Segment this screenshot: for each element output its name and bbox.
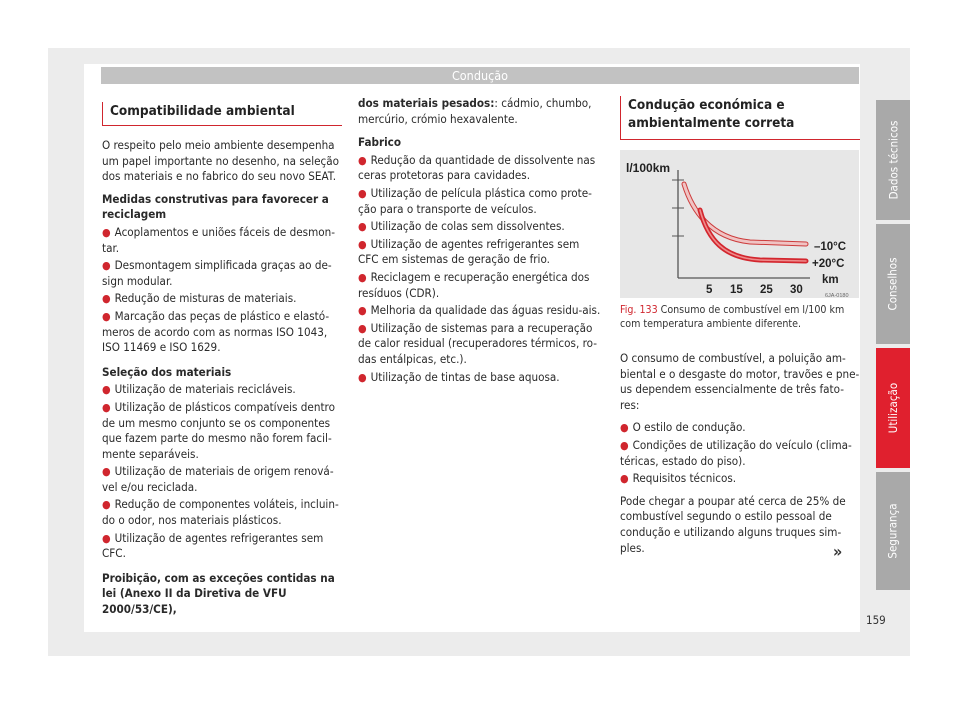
list-item: ● Desmontagem simplificada graças ao de-sign modular.	[102, 258, 332, 288]
figure-code: 6JA-0180	[825, 293, 849, 298]
recycling-list	[102, 225, 342, 356]
bullet-icon: ●	[358, 321, 367, 335]
bullet-icon: ●	[358, 153, 367, 167]
section-title-environment: Compatibilidade ambiental	[102, 102, 342, 126]
bullet-icon: ●	[102, 383, 111, 397]
bullet-icon: ●	[102, 259, 111, 273]
intro-paragraph: O respeito pelo meio ambiente desempenha um papel importante no desenho, na seleção dos materiais e no fabrico do seu novo SEAT.	[102, 138, 340, 184]
bullet-icon: ●	[358, 270, 367, 284]
bullet-icon: ●	[102, 465, 111, 479]
bullet-icon: ●	[358, 370, 367, 384]
bullet-icon: ●	[358, 220, 367, 234]
curve-plus20-highlight	[700, 210, 806, 261]
bullet-icon: ●	[620, 438, 629, 452]
list-item: ● Utilização de materiais recicláveis.	[102, 382, 296, 397]
bullet-icon: ●	[102, 309, 111, 323]
list-item: ● Utilização de agentes refrigerantes sem CFC em sistemas de geração de frio.	[358, 236, 580, 267]
bullet-icon: ●	[358, 186, 367, 200]
list-item: ● Melhoria da qualidade das águas residu-ais.	[358, 303, 601, 318]
tab-dados-tecnicos[interactable]: Dados técnicos	[876, 100, 910, 220]
fuel-consumption-diagram	[620, 150, 859, 298]
bullet-icon: ●	[620, 472, 629, 486]
bullet-icon: ●	[102, 292, 111, 306]
materials-list	[102, 382, 342, 562]
list-item: ● Reciclagem e recuperação energética dos resíduos (CDR).	[358, 269, 590, 300]
series-label-plus20: +20°C	[812, 258, 845, 270]
bullet-icon: ●	[358, 304, 367, 318]
tab-conselhos[interactable]: Conselhos	[876, 224, 910, 344]
list-item: ● Utilização de materiais de origem renová-vel e/ou reciclada.	[102, 464, 334, 494]
column-1	[102, 96, 342, 620]
manufacturing-list	[358, 153, 602, 385]
list-item: ● Redução da quantidade de dissolvente nas ceras protetoras para cavidades.	[358, 152, 596, 183]
subheading-prohibition: Proibição, com as exceções contidas na lei (Anexo II da Diretiva de VFU 2000/53/CE),	[102, 570, 335, 617]
bullet-icon: ●	[102, 531, 111, 545]
list-item: ● Utilização de colas sem dissolventes.	[358, 219, 565, 234]
list-item: ● Marcação das peças de plástico e elastó-meros de acordo com as normas ISO 1043, ISO 11469 e ISO 1629.	[102, 308, 330, 355]
tab-seguranca[interactable]: Segurança	[876, 472, 910, 590]
list-item: ● Redução de componentes voláteis, incluin-do o odor, nos materiais plásticos.	[102, 497, 339, 528]
section-title-economic-driving: Condução económica e ambientalmente correta	[620, 96, 860, 140]
list-item: ● Utilização de plásticos compatíveis dentro de um mesmo conjunto se os componentes que fazem parte do mesmo não forem facil-mente separáveis.	[102, 399, 335, 461]
list-item: ● Utilização de película plástica como prote-ção para o transporte de veículos.	[358, 185, 592, 216]
chapter-header: Condução	[101, 67, 859, 84]
curve-plus20	[700, 210, 806, 261]
page-number: 159	[866, 613, 886, 627]
x-tick-label: 30	[790, 284, 803, 296]
x-tick-label: 5	[706, 284, 713, 296]
bullet-icon: ●	[102, 225, 111, 239]
subheading-materials: Seleção dos materiais	[102, 364, 232, 379]
column-2	[358, 96, 602, 387]
factors-list	[620, 420, 860, 486]
list-item: ● O estilo de condução.	[620, 420, 746, 435]
y-axis-label: l/100km	[626, 161, 671, 175]
continuation-paragraph: dos materiais pesados:: cádmio, chumbo, mercúrio, crómio hexavalente.	[358, 96, 592, 126]
subheading-recycling: Medidas construtivas para favorecer a reciclagem	[102, 191, 329, 222]
list-item: ● Requisitos técnicos.	[620, 471, 737, 486]
x-tick-label: 15	[730, 284, 743, 296]
bullet-icon: ●	[620, 421, 629, 435]
subheading-manufacturing: Fabrico	[358, 135, 402, 150]
figure-caption: Fig. 133 Consumo de combustível em l/100 km com temperatura ambiente diferente.	[620, 304, 845, 330]
list-item: ● Condições de utilização do veículo (clima-téricas, estado do piso).	[620, 437, 852, 468]
bullet-icon: ●	[102, 498, 111, 512]
x-axis-label: km	[822, 274, 839, 286]
tab-utilizacao[interactable]: Utilização	[876, 348, 910, 468]
list-item: ● Utilização de sistemas para a recuperação de calor residual (recuperadores térmicos, ro-das entálpicas, etc.).	[358, 320, 597, 366]
bullet-icon: ●	[358, 237, 367, 251]
continue-arrow-icon: »	[833, 542, 843, 561]
list-item: ● Utilização de agentes refrigerantes sem CFC.	[102, 530, 324, 561]
list-item: ● Acoplamentos e uniões fáceis de desmon-tar.	[102, 224, 336, 255]
list-item: ● Redução de misturas de materiais.	[102, 291, 297, 306]
consumption-paragraph: O consumo de combustível, a poluição am-biental e o desgaste do motor, travões e pne-us dependem essencialmente de três fato-res:	[620, 351, 860, 412]
column-3	[620, 96, 860, 563]
list-item: ● Utilização de tintas de base aquosa.	[358, 369, 560, 384]
bullet-icon: ●	[102, 400, 111, 414]
x-tick-label: 25	[760, 284, 773, 296]
savings-paragraph: Pode chegar a poupar até cerca de 25% de combustível segundo o estilo pessoal de condução e utilizando alguns truques sim-ples.	[620, 493, 846, 555]
series-label-minus10: –10°C	[814, 241, 847, 253]
fuel-consumption-figure	[620, 150, 859, 298]
